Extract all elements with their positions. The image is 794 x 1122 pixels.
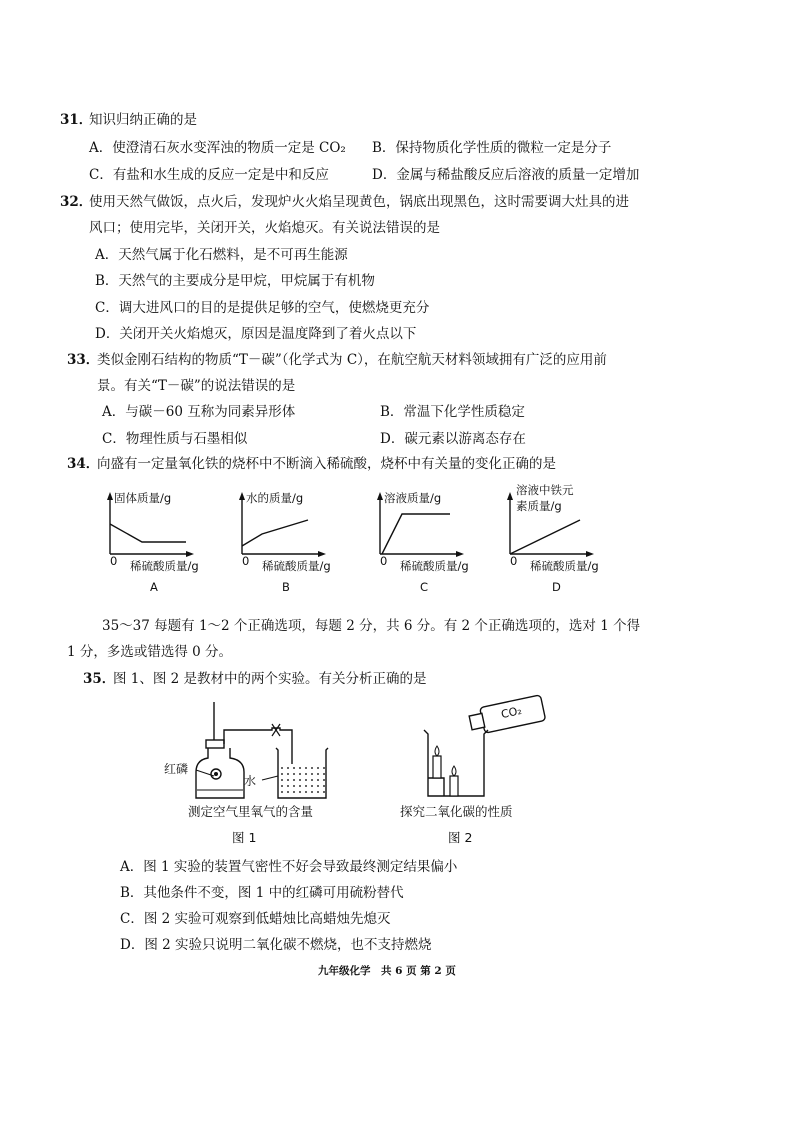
q35-number: 35． <box>83 671 116 687</box>
graph-c-y-arrow <box>377 492 383 500</box>
graph-d-x-arrow <box>586 551 594 557</box>
graph-d-curve <box>510 520 580 554</box>
high-candle <box>433 756 441 778</box>
q33-option-a: A．与碳－60 互称为同素异形体 <box>102 404 296 420</box>
graph-b-letter: B <box>282 580 290 594</box>
figure-2-apparatus <box>400 694 560 800</box>
graph-d-ylabel-line2: 素质量/g <box>516 499 562 513</box>
instruction-line2: 1 分，多选或错选得 0 分。 <box>67 644 233 660</box>
graph-d <box>500 484 620 594</box>
q32-stem-line1: 使用天然气做饭，点火后，发现炉火火焰呈现黄色，锅底出现黑色，这时需要调大灶具的进 <box>89 194 629 210</box>
q35-option-d: D．图 2 实验只说明二氧化碳不燃烧，也不支持燃烧 <box>120 937 432 953</box>
graph-d-ylabel-line1: 溶液中铁元 <box>516 483 574 497</box>
q32-stem-line2: 风口；使用完毕，关闭开关，火焰熄灭。有关说法错误的是 <box>89 220 440 236</box>
q32-option-d: D．关闭开关火焰熄灭，原因是温度降到了着火点以下 <box>95 326 417 342</box>
step <box>428 778 444 796</box>
graph-d-origin: 0 <box>510 554 518 568</box>
fig1-label-water: 水 <box>244 774 257 788</box>
q31-option-c: C．有盐和水生成的反应一定是中和反应 <box>89 167 329 183</box>
q35-option-c: C．图 2 实验可观察到低蜡烛比高蜡烛先熄灭 <box>120 911 391 927</box>
clamp <box>272 724 280 736</box>
q32-option-b: B．天然气的主要成分是甲烷，甲烷属于有机物 <box>95 273 375 289</box>
graph-a-x-arrow <box>186 551 194 557</box>
graph-b <box>232 484 342 594</box>
low-candle-flame <box>452 766 456 776</box>
graph-b-origin: 0 <box>242 554 250 568</box>
graph-b-y-arrow <box>239 492 245 500</box>
stopper <box>206 740 224 748</box>
q34-stem: 向盛有一定量氧化铁的烧杯中不断滴入稀硫酸，烧杯中有关量的变化正确的是 <box>97 456 556 472</box>
instruction-line1: 35～37 每题有 1～2 个正确选项，每题 2 分，共 6 分。有 2 个正确选项的，选对 1 个得 <box>102 618 641 634</box>
figure-1 <box>160 700 360 850</box>
q33-option-c: C．物理性质与石墨相似 <box>102 431 248 447</box>
graph-b-x-arrow <box>318 551 326 557</box>
q33-stem-line2: 景。有关“T－碳”的说法错误的是 <box>97 378 296 394</box>
graph-d-letter: D <box>552 580 561 594</box>
graph-c-curve <box>382 514 450 554</box>
graph-b-xlabel: 稀硫酸质量/g <box>262 559 331 573</box>
page-footer: 九年级化学 共 6 页 第 2 页 <box>318 965 456 977</box>
low-candle <box>450 776 458 796</box>
graph-c-xlabel: 稀硫酸质量/g <box>400 559 469 573</box>
q33-option-d: D．碳元素以游离态存在 <box>380 431 526 447</box>
q33-stem-line1: 类似金刚石结构的物质“T－碳”（化学式为 C），在航空航天材料领域拥有广泛的应用前 <box>97 352 607 368</box>
graph-c-letter: C <box>420 580 429 594</box>
graph-d-y-arrow <box>507 492 513 500</box>
graph-a-curve <box>110 524 186 542</box>
graph-c-x-arrow <box>456 551 464 557</box>
fig1-caption: 测定空气里氧气的含量 <box>188 804 314 819</box>
fig2-co2-label: CO₂ <box>499 703 523 722</box>
fig2-caption: 探究二氧化碳的性质 <box>400 804 513 819</box>
q32-option-a: A．天然气属于化石燃料，是不可再生能源 <box>95 247 348 263</box>
q31-option-d: D．金属与稀盐酸反应后溶液的质量一定增加 <box>372 167 640 183</box>
graph-a <box>100 484 210 594</box>
q34-number: 34． <box>67 456 100 472</box>
fig1-label-phosphorus: 红磷 <box>164 762 189 776</box>
q31-option-b: B．保持物质化学性质的微粒一定是分子 <box>372 140 612 156</box>
q31-number: 31． <box>60 112 93 128</box>
q33-number: 33． <box>67 352 100 368</box>
q35-stem: 图 1、图 2 是教材中的两个实验。有关分析正确的是 <box>113 671 427 687</box>
high-candle-flame <box>435 746 439 756</box>
q32-option-c: C．调大进风口的目的是提供足够的空气，使燃烧更充分 <box>95 300 430 316</box>
graph-a-letter: A <box>150 580 158 594</box>
graph-a-y-arrow <box>107 492 113 500</box>
q33-option-b: B．常温下化学性质稳定 <box>380 404 525 420</box>
graph-b-curve <box>242 520 308 546</box>
fig2-title: 图 2 <box>448 830 473 845</box>
fig1-title: 图 1 <box>232 830 257 845</box>
graph-c-ylabel: 溶液质量/g <box>384 491 442 505</box>
figure-2 <box>400 694 560 850</box>
graph-a-xlabel: 稀硫酸质量/g <box>130 559 199 573</box>
q32-number: 32． <box>60 194 93 210</box>
q35-option-a: A．图 1 实验的装置气密性不好会导致最终测定结果偏小 <box>120 859 458 875</box>
graph-c <box>370 484 480 594</box>
beaker-water <box>279 764 325 797</box>
graph-c-origin: 0 <box>380 554 388 568</box>
graph-a-origin: 0 <box>110 554 118 568</box>
q31-option-a: A．使澄清石灰水变浑浊的物质一定是 CO₂ <box>89 140 346 156</box>
graph-d-xlabel: 稀硫酸质量/g <box>530 559 599 573</box>
graph-b-ylabel: 水的质量/g <box>246 491 304 505</box>
figure-1-apparatus <box>160 700 360 800</box>
q35-option-b: B．其他条件不变，图 1 中的红磷可用硫粉替代 <box>120 885 404 901</box>
q31-stem: 知识归纳正确的是 <box>89 112 197 128</box>
graph-a-ylabel: 固体质量/g <box>114 491 172 505</box>
